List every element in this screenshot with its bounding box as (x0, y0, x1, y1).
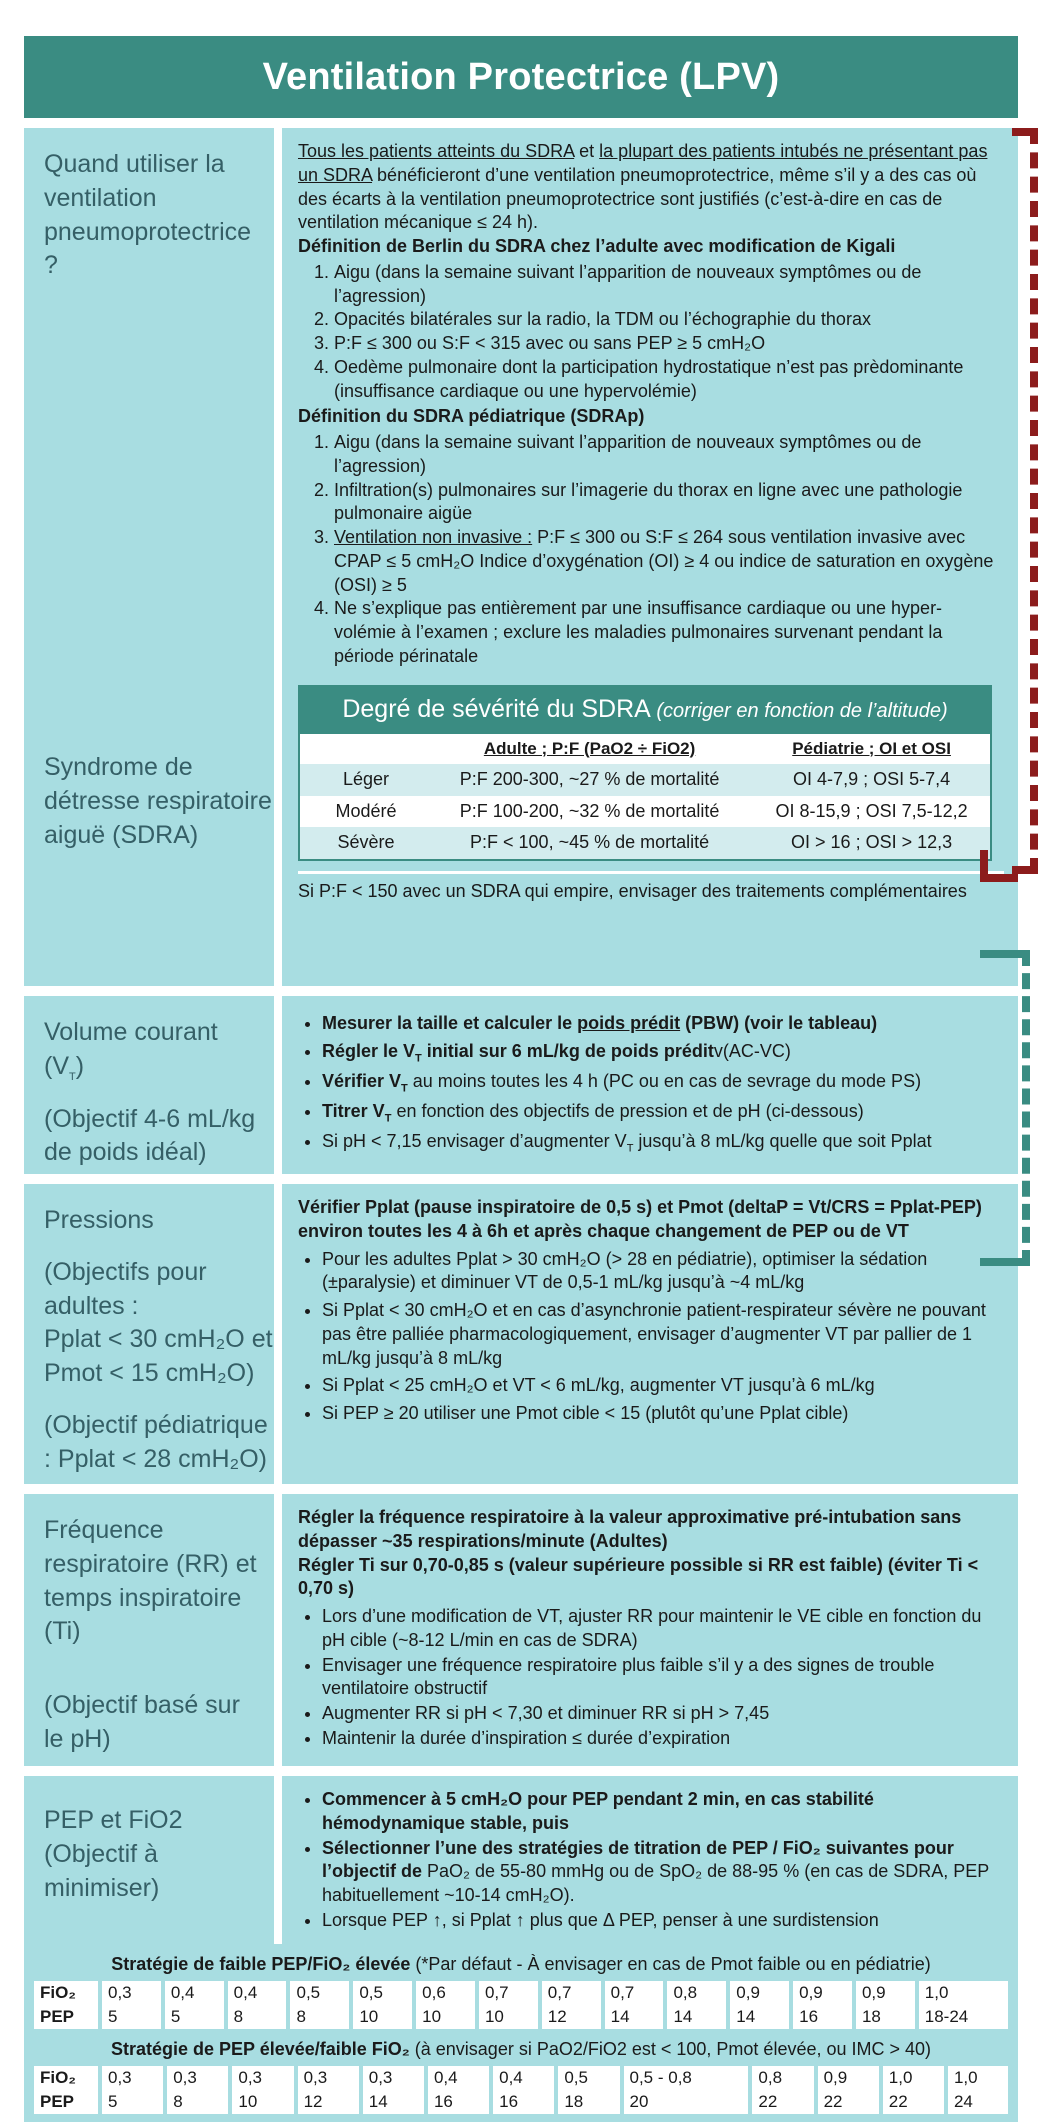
ped-item3-b: Indice d’oxygénation (OI) ≥ 4 ou indice de saturation en oxygène (OSI) ≥ 5 (334, 550, 994, 595)
pep-item2-rest: PaO₂ de 55-80 mmHg ou de SpO₂ de 88-95 % (en cas de SDRA, PEP habituellement ~10-14 cmH₂O). (322, 1861, 989, 1905)
strategy-cell: 1,0 (881, 2066, 946, 2090)
berlin-item: 2. Opacités bilatérales sur la radio, la TDM ou l’échographie du thorax (334, 308, 1004, 332)
tidal-volume-goal: (Objectif 4-6 mL/kg de poids idéal) (44, 1104, 256, 1167)
tv-item (322, 1012, 1004, 1036)
pep-item: • Lorsque PEP ↑, si Pplat ↑ plus que Δ PEP, penser à une surdistension (322, 1909, 1004, 1933)
strategy-cell: 18 (854, 2005, 917, 2029)
section-when-to-use (24, 128, 1018, 986)
pep-top (24, 1776, 1018, 1944)
strategy-cell: 10 (351, 2005, 414, 2029)
pressure-item: • Pour les adultes Pplat > 30 cmH₂O (> 28 en pédiatrie), optimiser la sédation (±paralysie) et diminuer VT de 0,5-1 mL/kg jusqu’à ~4 mL/kg (322, 1248, 1004, 1296)
ped-item: 4. Ne s’explique pas entièrement par une insuffisance cardiaque ou une hyper-volémie à l’examen ; exclure les maladies pulmonaires survenant pendant la période périnatale (334, 597, 1004, 668)
strategy-cell: 0,4 (491, 2066, 556, 2090)
rr-labels (24, 1494, 282, 1766)
pressure-item: • Si Pplat < 25 cmH₂O et VT < 6 mL/kg, augmenter VT jusqu’à 6 mL/kg (322, 1374, 1004, 1398)
low-title-rest: (*Par défaut - À envisager en cas de Pmot faible ou en pédiatrie) (410, 1953, 931, 1974)
bracket-red-tail (980, 850, 1018, 882)
strategy-cell: 0,3 (165, 2066, 230, 2090)
berlin-title: Définition de Berlin du SDRA chez l’adulte avec modification de Kigali (298, 236, 896, 256)
strategy-cell: 0,3 (361, 2066, 426, 2090)
tv1u: poids prédit (577, 1013, 681, 1033)
severity-header-adult: Adulte ; P:F (PaO2 ÷ FiO2) (432, 734, 747, 764)
strategy-cell: 0,7 (603, 1981, 666, 2005)
tv-title-text: Volume courant (V (44, 1018, 218, 1080)
strategy-cell: 0,5 (556, 2066, 621, 2090)
when-to-use-title: Quand utiliser la ventilation pneumoprotectrice ? (44, 150, 252, 280)
complementary-note: Si P:F < 150 avec un SDRA qui empire, envisager des traitements complémentaires (298, 871, 1004, 904)
severity-label: Léger (300, 764, 432, 796)
pep-content (282, 1776, 1018, 1944)
strategy-cell: 0,7 (477, 1981, 540, 2005)
rr-goal: (Objectif basé sur le pH) (44, 1691, 240, 1753)
strategy-cell: 5 (100, 2005, 163, 2029)
tv1a: Mesurer la taille et calculer le (322, 1013, 578, 1033)
strategy-cell: 0,8 (665, 1981, 728, 2005)
tv3a: Vérifier V (322, 1070, 402, 1091)
ped-item3-a: P:F ≤ 300 ou S:F ≤ 264 sous ventilation invasive avec CPAP ≤ 5 cmH₂O (334, 527, 966, 571)
bracket-red-decoration (1012, 128, 1038, 874)
severity-label: Modéré (300, 796, 432, 828)
strategy-cell: 22 (750, 2090, 815, 2114)
tv4b: en fonction des objectifs de pression et de pH (ci-dessous) (391, 1100, 864, 1121)
pep-item2-bold: Sélectionner l’une des stratégies de titration de PEP / FiO₂ suivantes pour l’objectif de (322, 1837, 954, 1882)
strategy-cell: 10 (414, 2005, 477, 2029)
rr-item: • Lors d’une modification de VT, ajuster RR pour maintenir le VE cible en fonction du pH cible (~8-12 L/min en cas de SDRA) (322, 1605, 1004, 1653)
berlin-item: 1. Aigu (dans la semaine suivant l’apparition de nouveaux symptômes ou de l’agression) (334, 261, 1004, 309)
low-fio2-row (34, 1981, 1008, 2005)
low-pep-row (34, 2005, 1008, 2029)
strategy-cell: 16 (491, 2090, 556, 2114)
strategy-cell: 24 (946, 2090, 1008, 2114)
row-label-pep: PEP (40, 2091, 75, 2111)
low-strategy-title (24, 1954, 1018, 1975)
tv1b: (PBW) (voir le tableau) (680, 1013, 878, 1033)
strategy-cell: 1,0 (917, 1981, 1008, 2005)
pep-title: PEP et FiO2 (44, 1806, 183, 1834)
strategy-cell: 0,8 (750, 2066, 815, 2090)
berlin-list (298, 261, 1004, 404)
high-title-rest: (à envisager si PaO2/FiO2 est < 100, Pmot élevée, ou IMC > 40) (409, 2038, 932, 2059)
strategy-cell: 20 (622, 2090, 751, 2114)
strategy-cell: 8 (165, 2090, 230, 2114)
tv3b: au moins toutes les 4 h (PC ou en cas de sevrage du mode PS) (407, 1070, 922, 1091)
bracket-teal-decoration (980, 950, 1030, 1266)
strategy-cell: 16 (426, 2090, 491, 2114)
severity-row (300, 796, 990, 828)
strategy-cell: 16 (791, 2005, 854, 2029)
severity-subtitle: (corriger en fonction de l’altitude) (656, 699, 948, 722)
tv5b: jusqu’à 8 mL/kg quelle que soit Pplat (633, 1131, 932, 1152)
pressures-content (282, 1184, 1018, 1484)
pressure-item: • Si PEP ≥ 20 utiliser une Pmot cible < 15 (plutôt qu’une Pplat cible) (322, 1402, 1004, 1426)
berlin-item: 4. Oedème pulmonaire dont la participation hydrostatique n’est pas prèdominante (insuffisance cardiaque ou une hypervolémie) (334, 356, 1004, 404)
tidal-volume-title (44, 1016, 258, 1085)
strategy-cell: 0,3 (100, 1981, 163, 2005)
strategy-cell: 14 (361, 2090, 426, 2114)
high-strategy-table (34, 2066, 1008, 2114)
pep-labels (24, 1776, 282, 1944)
strategy-cell: 14 (603, 2005, 666, 2029)
pressures-labels (24, 1184, 282, 1484)
high-pep-row (34, 2090, 1008, 2114)
pressures-goal-adult-values: Pplat < 30 cmH₂O et Pmot < 15 cmH₂O) (44, 1325, 273, 1387)
severity-title-text: Degré de sévérité du SDRA (342, 694, 650, 723)
severity-row (300, 764, 990, 796)
strategy-cell: 0,3 (230, 2066, 295, 2090)
severity-adult: P:F < 100, ~45 % de mortalité (432, 827, 747, 859)
page-title: Ventilation Protectrice (LPV) (24, 36, 1018, 118)
intro-rest: bénéficieront d’une ventilation pneumoprotectrice, même s’il y a des cas où des écarts à la ventilation pneumoprotectrice sont justifiés (c’est-à-dire en cas de ventilation mécanique ≤ 24 h). (298, 164, 977, 233)
sdra-title: Syndrome de détresse respiratoire aiguë (SDRA) (44, 753, 272, 849)
tv5a: Si pH < 7,15 envisager d’augmenter V (322, 1131, 627, 1152)
ped-item (334, 526, 1004, 597)
lpv-sheet (24, 36, 1018, 2122)
severity-header-empty (300, 734, 432, 764)
strategy-cell: 0,9 (728, 1981, 791, 2005)
strategy-cell: 0,3 (100, 2066, 165, 2090)
strategy-cell: 14 (728, 2005, 791, 2029)
pressures-list (298, 1248, 1004, 1426)
low-title-bold: Stratégie de faible PEP/FiO₂ élevée (111, 1953, 411, 1974)
strategy-cell: 0,5 (351, 1981, 414, 2005)
intro-underline-2: la plupart des patients intubés ne présentant pas un SDRA (298, 141, 988, 185)
strategy-cell: 0,5 (288, 1981, 351, 2005)
severity-adult: P:F 200-300, ~27 % de mortalité (432, 764, 747, 796)
tidal-volume-labels (24, 996, 282, 1174)
tv-title-end: ) (75, 1051, 85, 1080)
severity-title (300, 687, 990, 734)
rr-item: • Maintenir la durée d’inspiration ≤ durée d’expiration (322, 1727, 1004, 1751)
strategy-cell: 0,9 (816, 2066, 881, 2090)
section-when-labels (24, 128, 282, 986)
intro-text (298, 140, 1004, 235)
tv2c: v(AC-VC) (713, 1040, 791, 1061)
tv2a: Régler le V (322, 1040, 416, 1061)
tv-item: • Si pH < 7,15 envisager d’augmenter $V_T$ jusqu’à 8 mL/kg quelle que soit Pplat (322, 1130, 1004, 1156)
strategy-cell: 5 (163, 2005, 226, 2029)
tv-item: • Titrer $V_T$ en fonction des objectifs de pression et de pH (ci-dessous) (322, 1100, 1004, 1126)
strategy-cell: 0,6 (414, 1981, 477, 2005)
section-pressures (24, 1184, 1018, 1484)
high-title-bold: Stratégie de PEP élevée/faible FiO₂ (110, 2038, 410, 2059)
tidal-volume-list (298, 1012, 1004, 1156)
severity-table (298, 685, 992, 862)
strategy-cell: 10 (230, 2090, 295, 2114)
section-pep-fio2 (24, 1776, 1018, 2122)
intro-and: et (574, 141, 600, 161)
strategy-cell: 0,4 (426, 2066, 491, 2090)
tv-title-sub: T (69, 1070, 76, 1083)
severity-header-ped: Pédiatrie ; OI et OSI (753, 734, 990, 764)
strategy-cell: 10 (477, 2005, 540, 2029)
rr-list (298, 1605, 1004, 1751)
section-rr (24, 1494, 1018, 1766)
rr-content (282, 1494, 1018, 1766)
strategy-cell: 22 (816, 2090, 881, 2114)
rr-item: • Augmenter RR si pH < 7,30 et diminuer RR si pH > 7,45 (322, 1702, 1004, 1726)
section-tidal-volume (24, 996, 1018, 1174)
strategy-cell: 0,4 (226, 1981, 289, 2005)
severity-adult: P:F 100-200, ~32 % de mortalité (432, 796, 747, 828)
severity-label: Sévère (300, 827, 432, 859)
strategy-cell: 0,5 - 0,8 (622, 2066, 751, 2090)
row-label-fio2: FiO₂ (34, 2066, 100, 2090)
rr-intro-1: Régler la fréquence respiratoire à la valeur approximative pré-intubation sans dépasser ~35 respirations/minute (Adultes) (298, 1507, 962, 1551)
ped-item: 1. Aigu (dans la semaine suivant l’apparition de nouveaux symptômes ou de l’agression) (334, 431, 1004, 479)
row-label-pep: PEP (40, 2006, 75, 2026)
rr-title: Fréquence respiratoire (RR) et temps inspiratoire (Ti) (44, 1516, 257, 1646)
strategy-cell: 0,7 (540, 1981, 603, 2005)
severity-ped: OI 8-15,9 ; OSI 7,5-12,2 (753, 796, 990, 828)
pressures-title: Pressions (44, 1206, 154, 1234)
pep-goal: (Objectif à minimiser) (44, 1839, 160, 1902)
row-label-fio2: FiO₂ (34, 1981, 100, 2005)
ped-nonvent-label: Ventilation non invasive : (334, 527, 533, 547)
rr-intro-2: Régler Ti sur 0,70-0,85 s (valeur supérieure possible si RR est faible) (éviter Ti < 0,70 s) (298, 1554, 979, 1599)
strategy-cell: 14 (665, 2005, 728, 2029)
ped-item: 2. Infiltration(s) pulmonaires sur l’imagerie du thorax en ligne avec une pathologie pulmonaire aigüe (334, 479, 1004, 527)
rr-item: • Envisager une fréquence respiratoire plus faible s’il y a des signes de trouble ventilatoire obstructif (322, 1654, 1004, 1702)
strategy-cell: 8 (288, 2005, 351, 2029)
pep-item: • Commencer à 5 cmH₂O pour PEP pendant 2 min, en cas stabilité hémodynamique stable, puis (322, 1788, 1004, 1836)
severity-ped: OI 4-7,9 ; OSI 5-7,4 (753, 764, 990, 796)
strategy-cell: 0,9 (791, 1981, 854, 2005)
strategy-cell: 12 (296, 2090, 361, 2114)
strategy-cell: 0,4 (163, 1981, 226, 2005)
pressures-goal-ped: (Objectif pédiatrique : Pplat < 28 cmH₂O) (44, 1410, 268, 1473)
high-strategy-title (24, 2039, 1018, 2060)
strategy-cell: 0,9 (854, 1981, 917, 2005)
severity-grid (300, 734, 990, 860)
strategy-cell: 18 (556, 2090, 621, 2114)
low-strategy-table (34, 1981, 1008, 2029)
pressures-intro: Vérifier Pplat (pause inspiratoire de 0,5 s) et Pmot (deltaP = Vt/CRS = Pplat-PEP) environ toutes les 4 à 6h et après chaque changement de PEP ou de VT (298, 1197, 982, 1241)
tv-item: • Vérifier $V_T$ au moins toutes les 4 h (PC ou en cas de sevrage du mode PS) (322, 1070, 1004, 1096)
berlin-item: 3. P:F ≤ 300 ou S:F < 315 avec ou sans PEP ≥ 5 cmH₂O (334, 332, 1004, 356)
pep-item (322, 1837, 1004, 1908)
intro-underline-1: Tous les patients atteints du SDRA (298, 141, 575, 161)
tv4a: Titrer V (322, 1100, 385, 1121)
ped-title: Définition du SDRA pédiatrique (SDRAp) (298, 406, 645, 427)
high-fio2-row (34, 2066, 1008, 2090)
strategy-cell: 1,0 (946, 2066, 1008, 2090)
strategy-cell: 5 (100, 2090, 165, 2114)
tv2b: initial sur 6 mL/kg de poids prédit (421, 1040, 714, 1061)
pressures-goal-adult: (Objectifs pour adultes : (44, 1257, 207, 1320)
ped-list (298, 431, 1004, 669)
tidal-volume-content (282, 996, 1018, 1174)
strategy-cell: 12 (540, 2005, 603, 2029)
severity-ped: OI > 16 ; OSI > 12,3 (753, 827, 990, 859)
pep-list (298, 1788, 1004, 1933)
severity-row (300, 827, 990, 859)
pressure-item: • Si Pplat < 30 cmH₂O et en cas d’asynchronie patient-respirateur sévère ne pouvant pas être palliée pharmacologiquement, envisager d’augmenter VT par pallier de 1 mL/kg jusqu’à 8 mL/kg (322, 1299, 1004, 1370)
strategy-cell: 18-24 (917, 2005, 1008, 2029)
section-when-content (282, 128, 1018, 986)
strategy-cell: 0,3 (296, 2066, 361, 2090)
strategy-cell: 8 (226, 2005, 289, 2029)
strategy-cell: 22 (881, 2090, 946, 2114)
tv-item: • Régler le $V_T$ initial sur 6 mL/kg de poids préditv(AC-VC) (322, 1040, 1004, 1066)
